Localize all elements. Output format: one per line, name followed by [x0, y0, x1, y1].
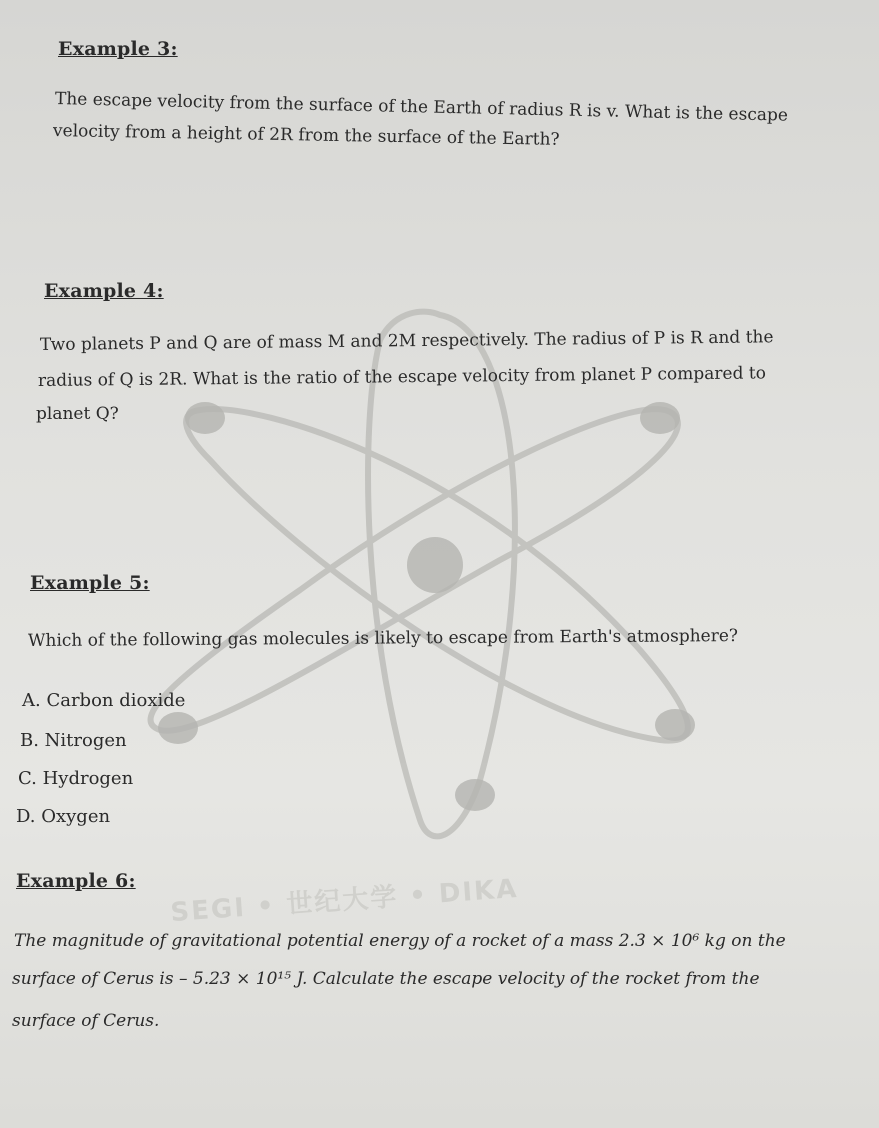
example-6-line-2-text-b: J. Calculate the escape velocity of the rocket from the	[291, 969, 760, 989]
example-3-line-1: The escape velocity from the surface of the Earth of radius R is v. What is the escape	[54, 89, 789, 126]
option-c: C. Hydrogen	[18, 768, 134, 789]
option-a: A. Carbon dioxide	[22, 690, 186, 711]
example-6-line-1	[14, 928, 786, 955]
potential-energy-value: – 5.23 × 10¹⁵	[178, 969, 292, 989]
example-6-heading: Example 6:	[16, 870, 136, 892]
option-b: B. Nitrogen	[20, 730, 127, 751]
example-6-line-2	[12, 966, 760, 993]
example-4-heading: Example 4:	[44, 280, 164, 302]
example-5-heading: Example 5:	[30, 572, 150, 594]
example-5-question: Which of the following gas molecules is likely to escape from Earth's atmosphere?	[27, 626, 739, 651]
example-4-line-1: Two planets P and Q are of mass M and 2M respectively. The radius of P is R and the	[39, 327, 774, 355]
watermark-text: SEGI • 世纪大学 • DIKA	[169, 873, 520, 929]
example-3-heading: Example 3:	[58, 38, 178, 60]
example-4-line-2: radius of Q is 2R. What is the ratio of the escape velocity from planet P compared to	[37, 363, 766, 391]
example-6-line-1-text-b: kg on the	[699, 931, 786, 951]
example-4-line-3: planet Q?	[36, 404, 119, 424]
example-6-line-3: surface of Cerus.	[12, 1011, 160, 1031]
example-6-line-1-text-a: The magnitude of gravitational potential energy of a rocket of a mass	[14, 931, 619, 951]
example-3-line-2: velocity from a height of 2R from the surface of the Earth?	[52, 121, 560, 150]
option-d: D. Oxygen	[16, 806, 111, 827]
example-6-line-2-text-a: surface of Cerus is	[12, 969, 179, 989]
rocket-mass-value: 2.3 × 10⁶	[618, 931, 700, 951]
